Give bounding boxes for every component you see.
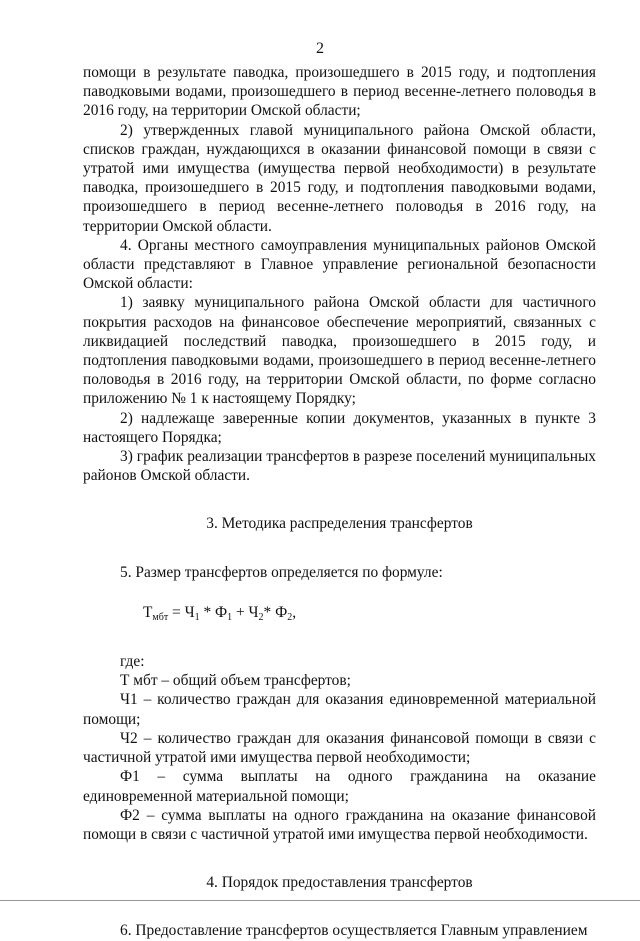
- where-label: где:: [120, 653, 145, 671]
- page-number: 2: [316, 40, 324, 57]
- paragraph: помощи в результате паводка, произошедшего в 2015 году, и подтопления паводковыми водами, произошедшего в период весенне-летнего половодья в 2016 году, на территории Омской области;: [83, 64, 596, 120]
- formula: $Т_{мбт} = Ч_1 * Ф_1 + Ч_2*$ $Ф_2$,: [143, 603, 297, 623]
- paragraph: 3) график реализации трансфертов в разрезе поселений муниципальных районов Омской области.: [83, 448, 596, 485]
- paragraph: 2) утвержденных главой муниципального района Омской области, списков граждан, нуждающихся в оказании финансовой помощи в связи с утратой ими имущества (имущества первой необходимости) в результате паводка, произошедшего в 2015 году, и подтопления паводковыми водами, произошедшего в период весенне-летнего половодья в 2016 году, на территории Омской области.: [83, 121, 596, 235]
- document-body: [83, 63, 596, 941]
- definition: Ч2 – количество граждан для оказания финансовой помощи в связи с частичной утратой ими имущества первой необходимости;: [83, 729, 596, 767]
- page-edge-line: [0, 900, 640, 901]
- paragraph-6: 6. Предоставление трансфертов осуществляется Главным управлением: [120, 922, 588, 940]
- section-4-heading: 4. Порядок предоставления трансфертов: [206, 874, 473, 892]
- section-3-heading: 3. Методика распределения трансфертов: [206, 515, 473, 533]
- paragraph: 2) надлежаще заверенные копии документов, указанных в пункте 3 настоящего Порядка;: [83, 409, 596, 446]
- definition: Ф2 – сумма выплаты на одного гражданина на оказание финансовой помощи в связи с частичной утратой ими имущества первой необходимости.: [83, 806, 596, 843]
- definition: Ф1 – сумма выплаты на одного гражданина на оказание единовременной материальной помощи;: [83, 768, 596, 805]
- paragraph-5: 5. Размер трансфертов определяется по формуле:: [120, 563, 443, 581]
- paragraph: 1) заявку муниципального района Омской области для частичного покрытия расходов на финансовое обеспечение мероприятий, связанных с ликвидацией последствий паводка, произошедшего в 2015 году, и подтопления паводковыми водами, произошедшего в период весенне-летнего половодья в 2016 году, на территории Омской области, по форме согласно приложению № 1 к настоящему Порядку;: [83, 294, 596, 408]
- paragraph: 4. Органы местного самоуправления муниципальных районов Омской области представляют в Главное управление региональной безопасности Омской области:: [83, 236, 596, 293]
- definition: Т мбт – общий объем трансфертов;: [120, 672, 351, 690]
- definition: Ч1 – количество граждан для оказания единовременной материальной помощи;: [83, 691, 596, 728]
